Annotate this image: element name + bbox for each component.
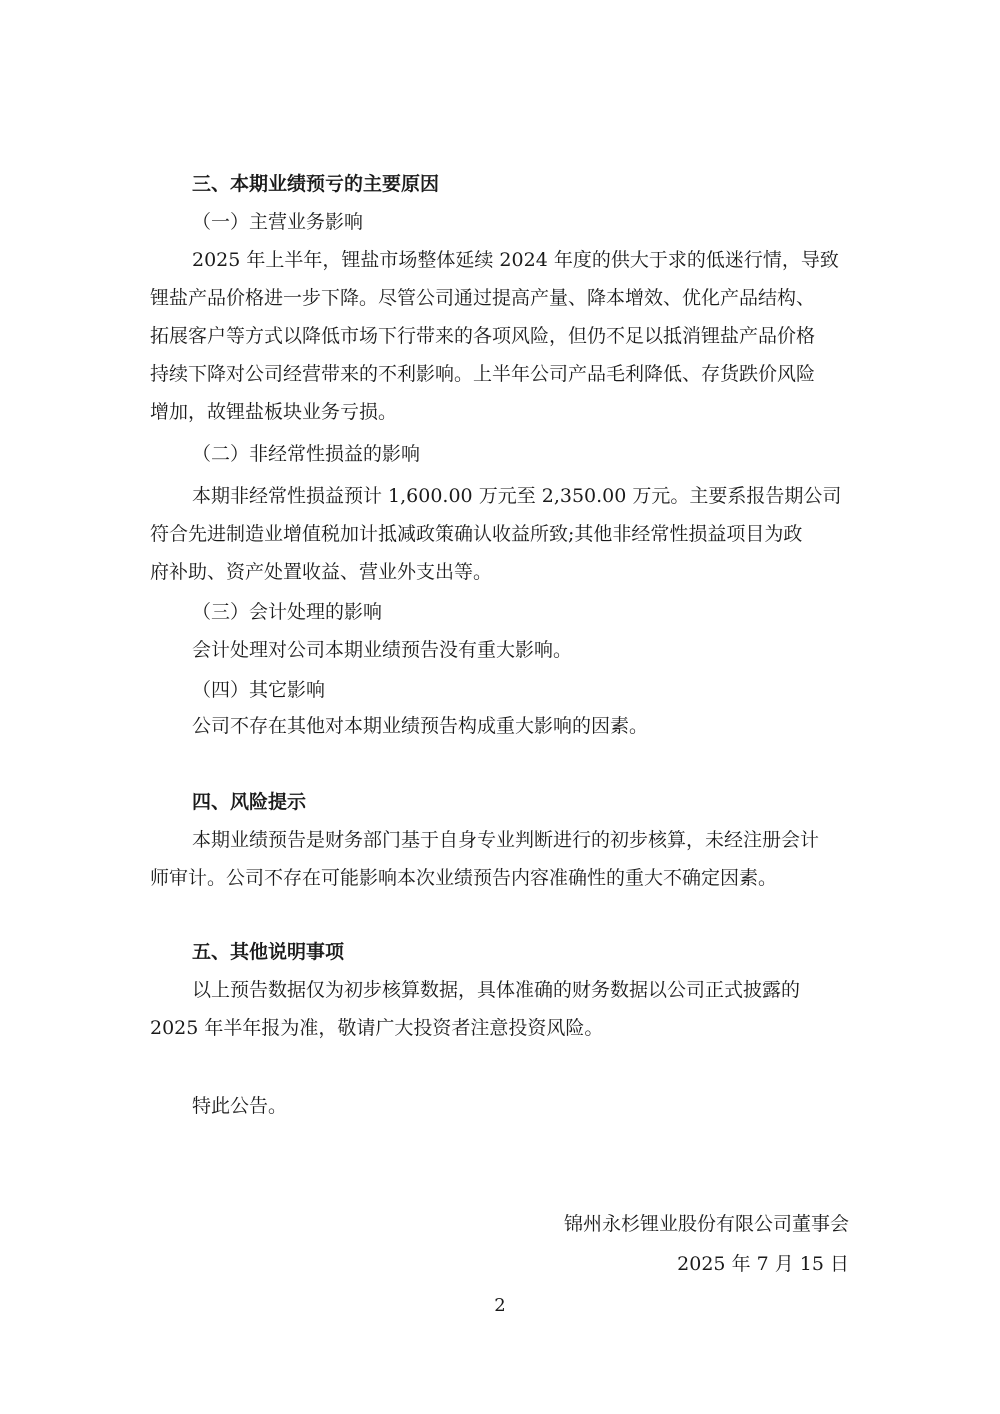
subsection-1-title: （一）主营业务影响 [192,211,364,233]
paragraph-line: 以上预告数据仅为初步核算数据，具体准确的财务数据以公司正式披露的 [192,979,801,1001]
paragraph-line: 2025 年半年报为准，敬请广大投资者注意投资风险。 [150,1017,604,1039]
paragraph-line: 持续下降对公司经营带来的不利影响。上半年公司产品毛利降低、存货跌价风险 [150,363,816,385]
paragraph-line: 2025 年上半年，锂盐市场整体延续 2024 年度的供大于求的低迷行情，导致 [192,249,839,271]
signature-company: 锦州永杉锂业股份有限公司董事会 [563,1213,849,1235]
paragraph-line: 师审计。公司不存在可能影响本次业绩预告内容准确性的重大不确定因素。 [150,867,778,889]
closing-text: 特此公告。 [192,1095,288,1117]
paragraph-line: 拓展客户等方式以降低市场下行带来的各项风险，但仍不足以抵消锂盐产品价格 [150,325,816,347]
section-5-heading: 五、其他说明事项 [192,941,345,963]
signature-date: 2025 年 7 月 15 日 [677,1253,849,1275]
subsection-4-title: （四）其它影响 [192,679,326,701]
subsection-2-title: （二）非经常性损益的影响 [192,443,421,465]
paragraph-line: 会计处理对公司本期业绩预告没有重大影响。 [192,639,573,661]
page-number: 2 [494,1295,506,1316]
paragraph-line: 府补助、资产处置收益、营业外支出等。 [150,561,493,583]
section-3-heading: 三、本期业绩预亏的主要原因 [192,173,440,195]
paragraph-line: 本期非经常性损益预计 1,600.00 万元至 2,350.00 万元。主要系报告期公司 [192,485,842,507]
section-4-heading: 四、风险提示 [192,791,307,813]
paragraph-line: 增加，故锂盐板块业务亏损。 [150,401,398,423]
paragraph-line: 本期业绩预告是财务部门基于自身专业判断进行的初步核算，未经注册会计 [192,829,820,851]
paragraph-line: 符合先进制造业增值税加计抵减政策确认收益所致;其他非经常性损益项目为政 [150,523,803,545]
subsection-3-title: （三）会计处理的影响 [192,601,383,623]
paragraph-line: 锂盐产品价格进一步下降。尽管公司通过提高产量、降本增效、优化产品结构、 [150,287,816,309]
paragraph-line: 公司不存在其他对本期业绩预告构成重大影响的因素。 [192,715,649,737]
